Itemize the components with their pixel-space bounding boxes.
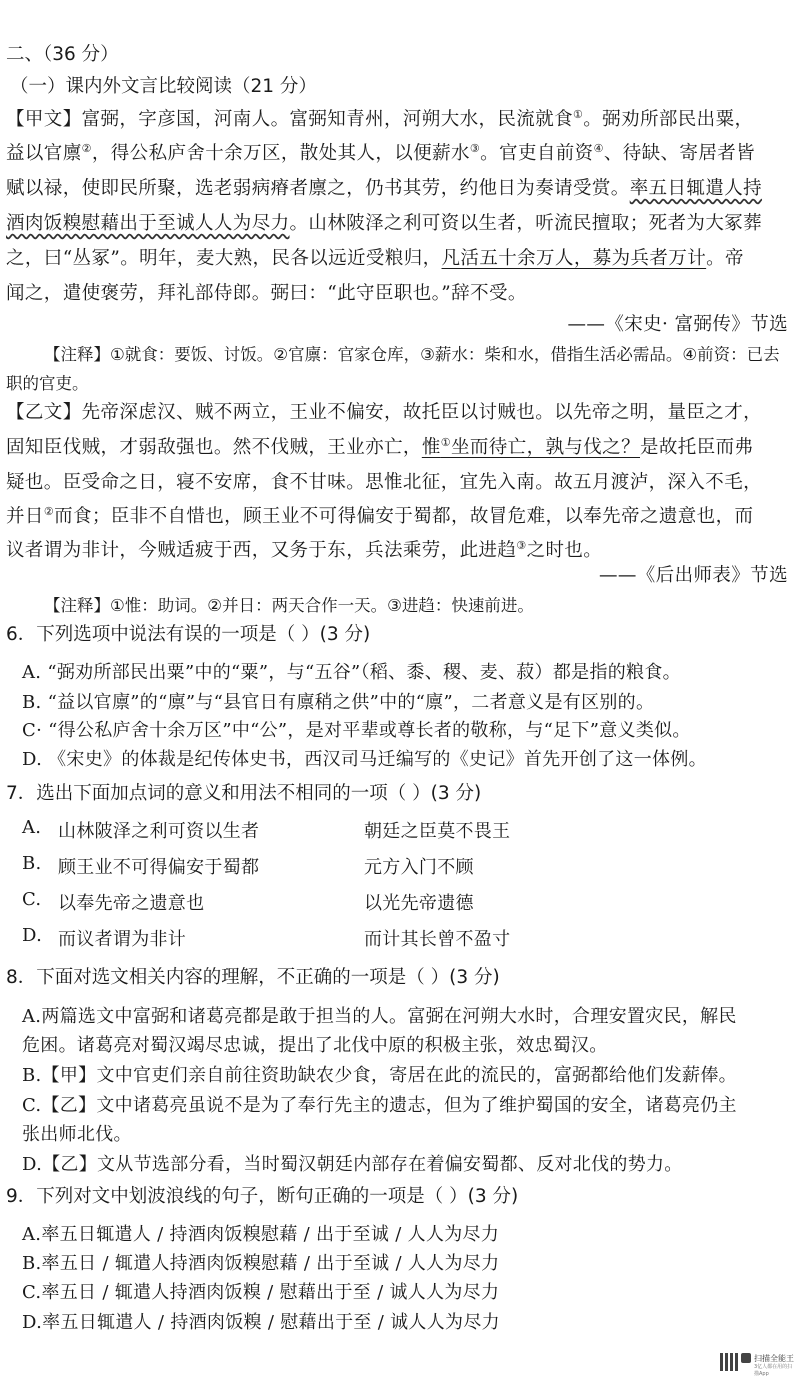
q7-option-c-letter: C. (22, 889, 42, 910)
jia-line-1: 【甲文】富弼，字彦国，河南人。富弼知青州，河朔大水，民流就食①。弼劝所部民出粟， (6, 107, 754, 130)
yi-line-1: 【乙文】先帝深虑汉、贼不两立，王业不偏安，故托臣以讨贼也。以先帝之明，量臣之才， (6, 402, 763, 423)
jia-line-4: 酒肉饭糗慰藉出于至诚人人为尽力。山林陂泽之利可资以生者，听流民擅取；死者为大冢葬 (6, 213, 763, 234)
q7-option-b-right: 元方入门不顾 (364, 857, 474, 878)
q7-option-b-left: 顾王业不可得偏安于蜀都 (58, 857, 260, 878)
q7-title: 7．选出下面加点词的意义和用法不相同的一项（ ）(3 分) (6, 783, 482, 804)
jia-wavy-sentence-b: 酒肉饭糗慰藉出于至诚人人为尽力 (6, 213, 290, 234)
jia-line-5: 之，曰“丛冢”。明年，麦大熟，民各以远近受粮归，凡活五十余万人，募为兵者万计。帝 (6, 248, 744, 269)
q7-option-a-right: 朝廷之臣莫不畏王 (364, 821, 511, 842)
q6-option-b: B. “益以官廪”的“廪”与“县官日有廪稍之供”中的“廪”，二者意义是有区别的。 (22, 692, 655, 713)
q7-option-c-left: 以奉先帝之遗意也 (58, 893, 205, 914)
q9-option-c: C.率五日 / 辄遣人持酒肉饭糗 / 慰藉出于至 / 诚人人为尽力 (22, 1282, 500, 1303)
q8-option-d: D.【乙】文从节选部分看，当时蜀汉朝廷内部存在着偏安蜀都、反对北伐的势力。 (22, 1154, 683, 1175)
q7-option-d-left: 而议者谓为非计 (58, 929, 187, 950)
yi-label: 【乙文】 (6, 402, 82, 423)
q9-option-b: B.率五日 / 辄遣人持酒肉饭糗慰藉 / 出于至诚 / 人人为尽力 (22, 1253, 500, 1274)
jia-line-6: 闻之，遣使褒劳，拜礼部侍郎。弼曰：“此守臣职也。”辞不受。 (6, 283, 527, 304)
yi-underlined-sentence: 惟①坐而待亡，孰与伐之？ (421, 435, 640, 458)
q6-title: 6．下列选项中说法有误的一项是（ ）(3 分) (6, 624, 371, 645)
jia-wavy-sentence-a: 率五日辄遣人持 (629, 178, 763, 199)
q7-option-b-letter: B. (22, 853, 42, 874)
q8-title: 8．下面对选文相关内容的理解，不正确的一项是（ ）(3 分) (6, 967, 500, 988)
q7-option-d-letter: D. (22, 925, 43, 946)
jia-source: ——《宋史· 富弼传》节选 (567, 314, 788, 335)
yi-line-5: 议者谓为非计，今贼适疲于西，又务于东，兵法乘劳，此进趋③之时也。 (6, 538, 603, 561)
jia-line-3: 赋以禄，使即民所聚，选老弱病瘠者廪之，仍书其劳，约他日为奏请受赏。率五日辄遣人持 (6, 178, 763, 199)
yi-note: 【注释】①惟：助词。②并日：两天合作一天。③进趋：快速前进。 (44, 596, 534, 615)
section-subheading: （一）课内外文言比较阅读（21 分） (10, 76, 317, 97)
q8-option-c-line2: 张出师北伐。 (22, 1124, 132, 1145)
jia-label: 【甲文】 (6, 109, 82, 130)
q9-option-a: A.率五日辄遣人 / 持酒肉饭糗慰藉 / 出于至诚 / 人人为尽力 (22, 1224, 500, 1245)
jia-note-2: 职的官吏。 (6, 374, 89, 393)
jia-underlined-sentence: 凡活五十余万人，募为兵者万计 (441, 248, 707, 269)
yi-line-4: 并日②而食；臣非不自惜也，顾王业不可得偏安于蜀都，故冒危难，以奉先帝之遗意也，而 (6, 504, 754, 527)
jia-note-1: 【注释】①就食：要饭、讨饭。②官廪：官家仓库，③薪水：柴和水，借指生活必需品。④前资：已去 (44, 345, 780, 364)
qr-code-icon (720, 1353, 738, 1371)
yi-line-2: 固知臣伐贼，才弱敌强也。然不伐贼，王业亦亡，惟①坐而待亡，孰与伐之？是故托臣而弗 (6, 435, 754, 458)
q8-option-c-line1: C.【乙】文中诸葛亮虽说不是为了奉行先主的遗志，但为了维护蜀国的安全，诸葛亮仍主 (22, 1095, 737, 1116)
q8-option-a-line1: A.两篇选文中富弼和诸葛亮都是敢于担当的人。富弼在河朔大水时，合理安置灾民，解民 (22, 1006, 737, 1027)
q7-option-d-right: 而计其长曾不盈寸 (364, 929, 511, 950)
q8-option-b: B.【甲】文中官吏们亲自前往资助缺农少食，寄居在此的流民的，富弼都给他们发薪俸。 (22, 1065, 737, 1086)
yi-source: ——《后出师表》节选 (598, 565, 788, 586)
section-heading: 二、（36 分） (6, 44, 119, 65)
yi-line-3: 疑也。臣受命之日，寝不安席，食不甘味。思惟北征，宜先入南。故五月渡泸，深入不毛， (6, 472, 763, 493)
q6-option-a: A. “弼劝所部民出粟”中的“粟”，与“五谷”（稻、黍、稷、麦、菽）都是指的粮食。 (22, 662, 681, 683)
watermark-brand: 扫描全能王 (754, 1354, 794, 1363)
q9-option-d: D.率五日辄遣人 / 持酒肉饭糗 / 慰藉出于至 / 诚人人为尽力 (22, 1312, 500, 1333)
q7-option-a-left: 山林陂泽之利可资以生者 (58, 821, 260, 842)
scanner-logo-icon (741, 1353, 751, 1363)
q7-option-c-right: 以光先帝遗德 (364, 893, 474, 914)
q8-option-a-line2: 危困。诸葛亮对蜀汉竭尽忠诚，提出了北伐中原的积极主张，效忠蜀汉。 (22, 1035, 608, 1056)
q6-option-c: C· “得公私庐舍十余万区”中“公”，是对平辈或尊长者的敬称，与“足下”意义类似。 (22, 720, 691, 741)
q9-title: 9．下列对文中划波浪线的句子，断句正确的一项是（ ）(3 分) (6, 1186, 519, 1207)
jia-line-2: 益以官廪②，得公私庐舍十余万区，散处其人，以便薪水③。官吏自前资④、待缺、寄居者皆 (6, 141, 756, 164)
q7-option-a-letter: A. (22, 817, 42, 838)
q6-option-d: D. 《宋史》的体裁是纪传体史书，西汉司马迁编写的《史记》首先开创了这一体例。 (22, 749, 707, 770)
watermark-tagline: 3亿人都在用的扫描App (754, 1364, 793, 1377)
